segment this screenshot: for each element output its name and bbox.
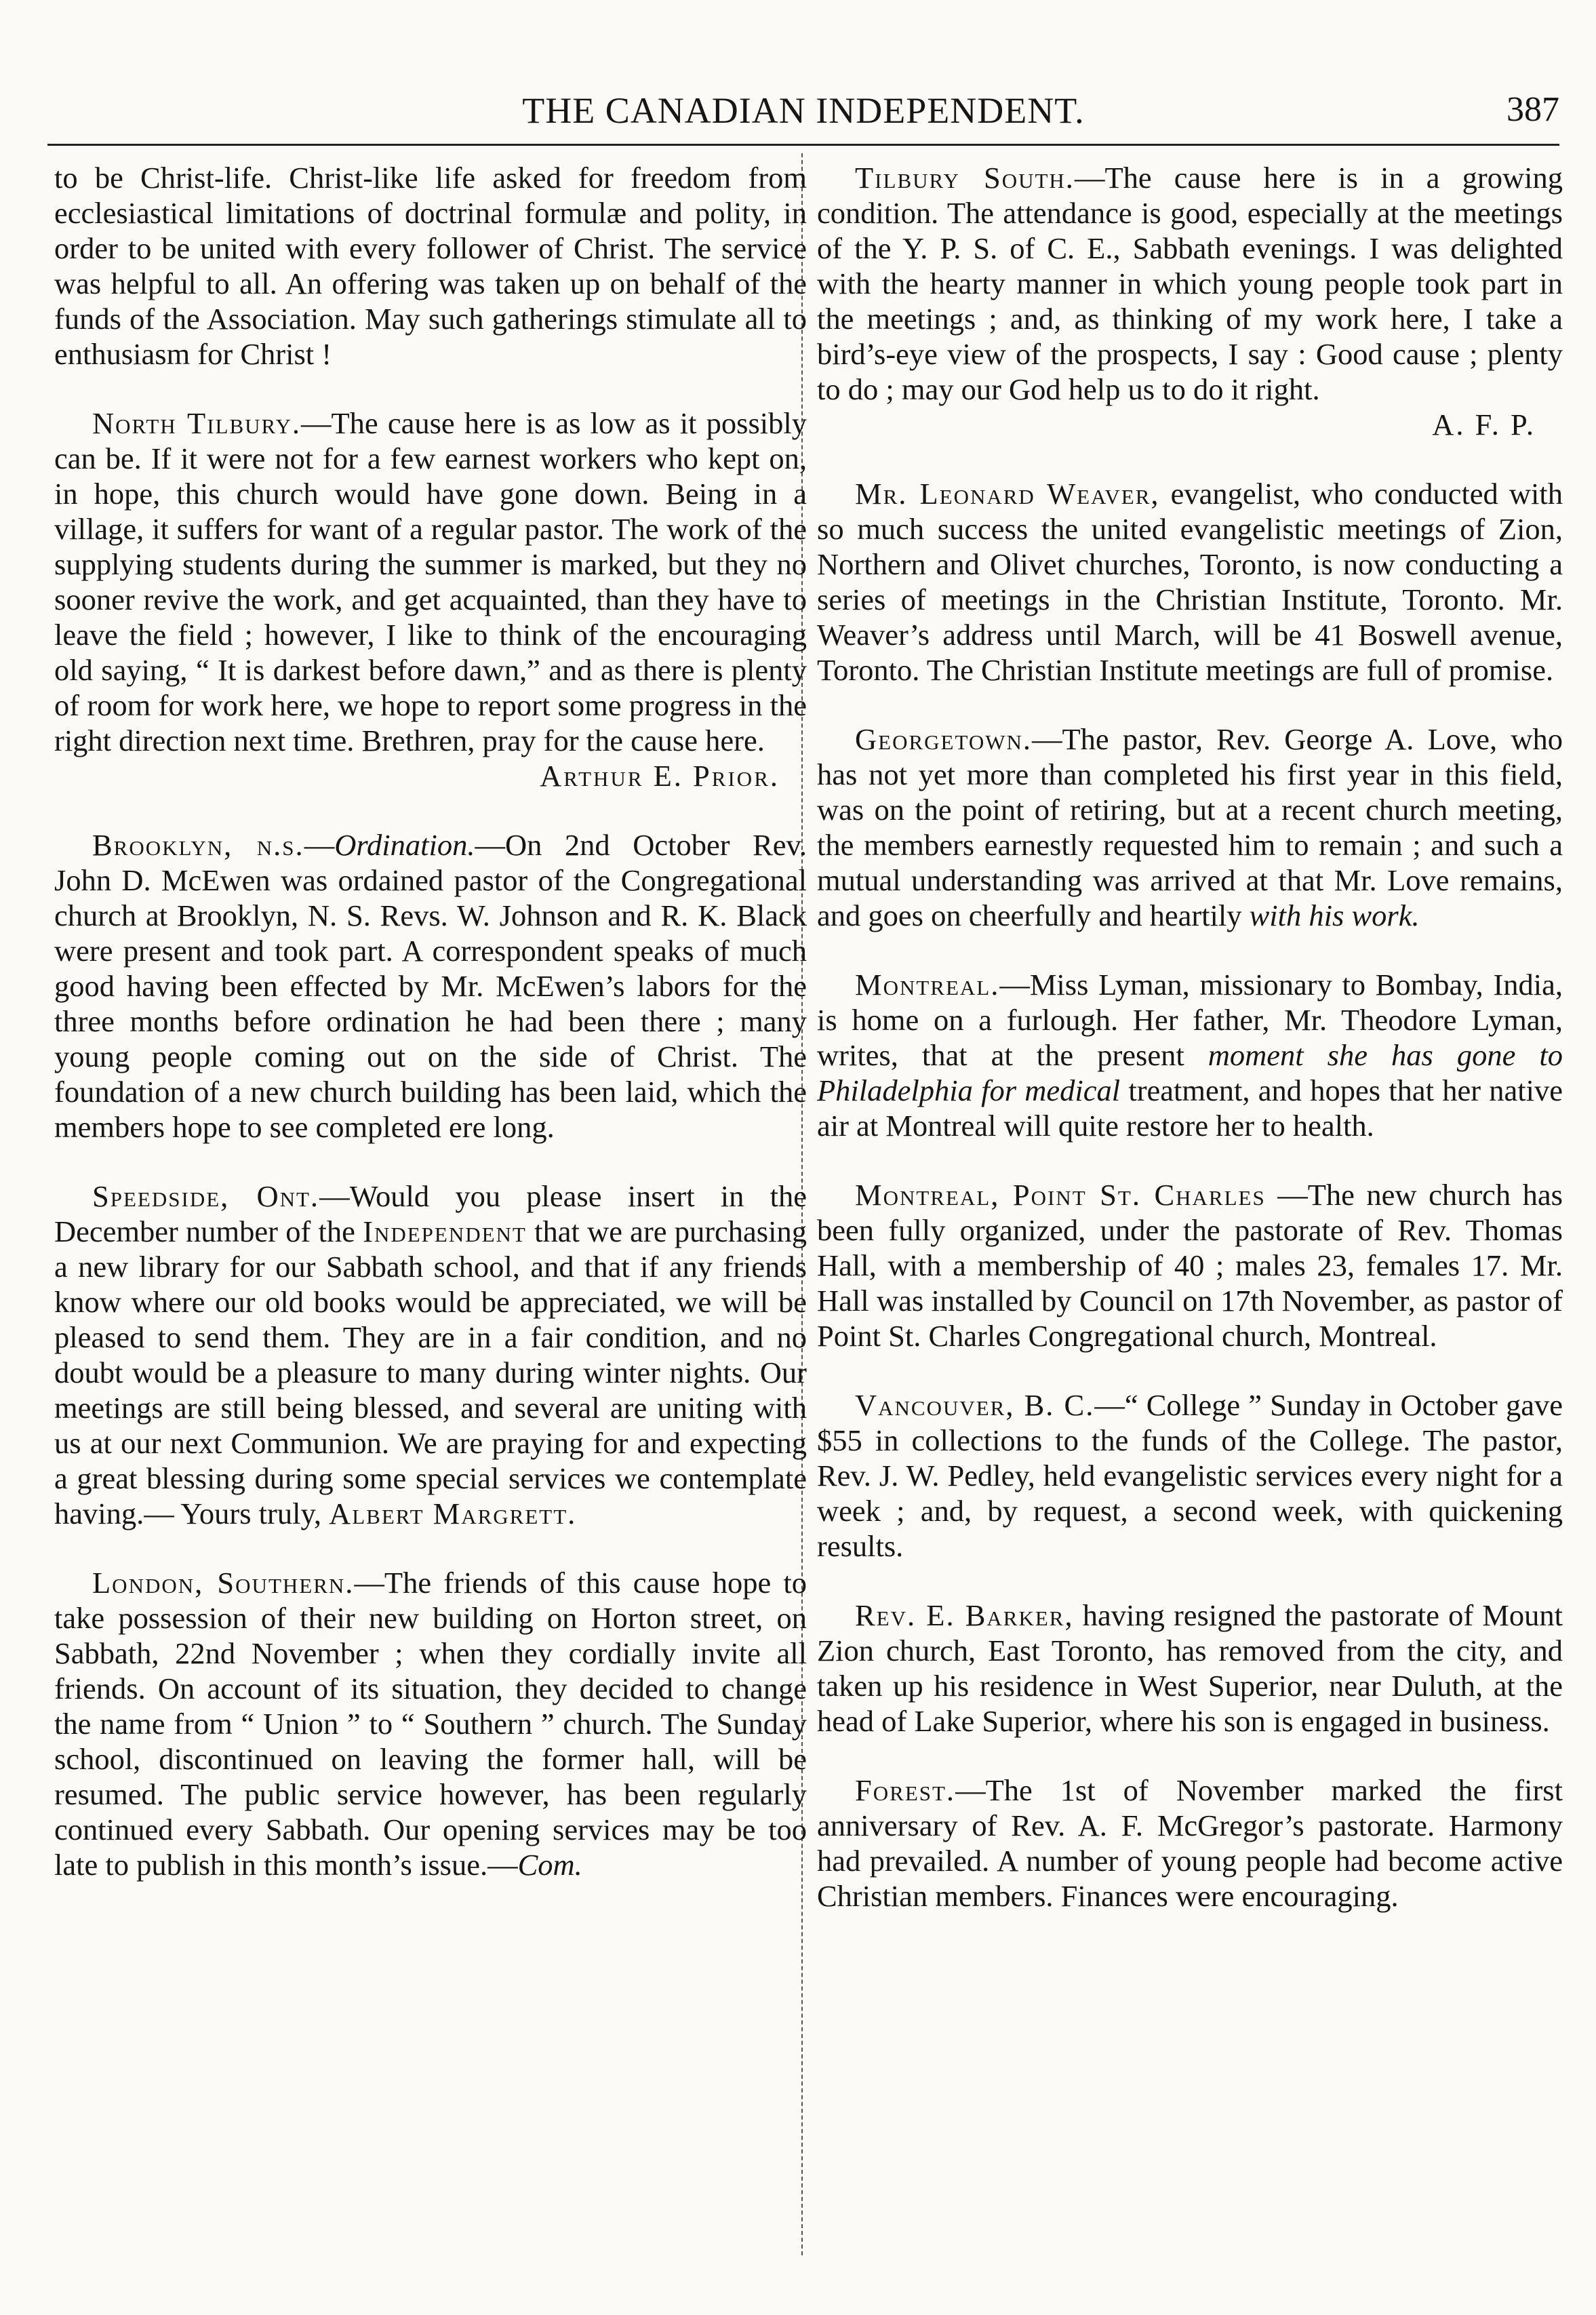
article-heading: North Tilbury. <box>92 406 301 440</box>
article-text: that we are purchasing a new library for our Sabbath school, and that if any friends know where our old books would be appreciated, we will be pleased to send them. They are in a fair condition, and no doubt would be a pleasure to many during winter nights. Our meetings are still being blessed, and several are uniting with us at our next Communion. We are praying for and expecting a great blessing during some special services we contemplate having.— Yours truly, <box>54 1214 807 1530</box>
article-subheading: Ordination. <box>334 828 475 862</box>
magazine-name: Independent <box>363 1214 527 1248</box>
article-montreal-point-st-charles <box>817 1177 1563 1353</box>
article-rev-barker <box>817 1598 1563 1739</box>
article-text: treatment, and hopes that her native air at Montreal will quite restore her to health. <box>817 1073 1563 1143</box>
article-text: having resigned the pastorate of Mount Zion church, East Toronto, has removed from the city, and taken up his residence in West Superior, near Duluth, at the head of Lake Superior, where his son is engaged in business. <box>817 1598 1563 1738</box>
article-text: to be Christ-life. Christ-like life asked for freedom from ecclesiastical limitations of doctrinal formulæ and polity, in order to be united with every follower of Christ. The service was helpful to all. An offering was taken up on behalf of the funds of the Association. May such gatherings stimulate all to enthusiasm for Christ ! <box>54 161 807 371</box>
article-north-tilbury <box>54 405 807 793</box>
article-heading: Montreal. <box>855 968 1000 1002</box>
article-text: —Miss Lyman, missionary to Bombay, India, is home on a furlough. Her father, Mr. Theodore Lyman, writes, that at the present <box>817 968 1563 1072</box>
article-heading: Brooklyn, n.s. <box>92 828 304 862</box>
article-text: —The friends of this cause hope to take possession of their new building on Horton street, on Sabbath, 22nd November ; when they cordially invite all friends. On account of its situation, they decided to change the name from “ Union ” to “ Southern ” church. The Sunday school, discontinued on leaving the former hall, will be resumed. The public service however, has been regularly continued every Sabbath. Our opening services may be too late to publish in this month’s issue.— <box>54 1566 807 1882</box>
article-heading: London, Southern. <box>92 1566 355 1600</box>
page-header <box>47 90 1559 144</box>
article-heading: Montreal, Point St. Charles <box>855 1178 1266 1212</box>
article-text: —On 2nd October Rev. John D. McEwen was ordained pastor of the Congregational church at Brooklyn, N. S. Revs. W. Johnson and R. K. Black were present and took part. A correspondent speaks of much good having been effected by Mr. McEwen’s labors for the three months before ordination he had been there ; many young people coming out on the side of Christ. The foundation of a new church building has been laid, which the members hope to see completed ere long. <box>54 828 807 1144</box>
article-text: —The pastor, Rev. George A. Love, who has not yet more than completed his first year in this field, was on the point of retiring, but at a recent church meeting, the members earnestly requested him to remain ; and such a mutual understanding was arrived at that Mr. Love remains, and goes on cheerfully and heartily <box>817 722 1563 932</box>
article-montreal <box>817 967 1563 1143</box>
article-signature: Com. <box>517 1848 582 1882</box>
article-signature: Albert Margrett. <box>329 1497 577 1530</box>
article-continued <box>54 160 807 372</box>
article-georgetown <box>817 721 1563 933</box>
page-number: 387 <box>1507 90 1559 129</box>
heading-dash: — <box>304 828 335 862</box>
article-heading: Forest. <box>855 1773 956 1807</box>
article-london-southern <box>54 1565 807 1882</box>
article-tilbury-south <box>817 160 1563 442</box>
article-text: —“ College ” Sunday in October gave $55 in collections to the funds of the College. The pastor, Rev. J. W. Pedley, held evangelistic services every night for a week ; and, by request, a second week, with quickening results. <box>817 1388 1563 1563</box>
article-text: —The new church has been fully organized, under the pastorate of Rev. Thomas Hall, with a membership of 40 ; males 23, females 17. Mr. Hall was installed by Council on 17th November, as pastor of Point St. Charles Congregational church, Montreal. <box>817 1178 1563 1353</box>
article-heading: Vancouver, B. C. <box>855 1388 1095 1422</box>
article-text: —Would you please insert in the December number of the <box>54 1179 807 1248</box>
article-forest <box>817 1773 1563 1914</box>
header-rule <box>47 144 1559 146</box>
article-text: —The 1st of November marked the first anniversary of Rev. A. F. McGregor’s pastorate. Harmony had prevailed. A number of young people had become active Christian members. Finances were encouraging. <box>817 1773 1563 1913</box>
article-vancouver <box>817 1387 1563 1564</box>
article-signature: Arthur E. Prior. <box>540 759 780 793</box>
article-heading: Rev. E. Barker, <box>855 1598 1074 1632</box>
article-text: —The cause here is in a growing condition. The attendance is good, especially at the meetings of the Y. P. S. of C. E., Sabbath evenings. I was delighted with the hearty manner in which young people took part in the meetings ; and, as thinking of my work here, I take a bird’s-eye view of the prospects, I say : Good cause ; plenty to do ; may our God help us to do it right. <box>817 161 1563 406</box>
article-leonard-weaver <box>817 476 1563 688</box>
article-text-italic: moment she has gone to Philadelphia for medical <box>817 1038 1563 1107</box>
left-column <box>54 160 807 2276</box>
article-heading: Tilbury South. <box>855 161 1075 195</box>
right-column <box>817 160 1563 2276</box>
article-brooklyn <box>54 827 807 1145</box>
article-heading: Mr. Leonard Weaver, <box>855 477 1160 511</box>
article-text-italic: with his work. <box>1249 898 1420 932</box>
article-text: —The cause here is as low as it possibly can be. If it were not for a few earnest workers who kept on, in hope, this church would have gone down. Being in a village, it suffers for want of a regular pastor. The work of the supplying students during the summer is marked, but they no sooner revive the work, and get acquainted, than they have to leave the field ; however, I like to think of the encouraging old saying, “ It is darkest before dawn,” and as there is plenty of room for work here, we hope to report some progress in the right direction next time. Brethren, pray for the cause here. <box>54 406 807 757</box>
article-heading: Speedside, Ont. <box>92 1179 320 1213</box>
article-text: evangelist, who conducted with so much success the united evangelistic meetings of Zion, Northern and Olivet churches, Toronto, is now conducting a series of meetings in the Christian Institute, Toronto. Mr. Weaver’s address until March, will be 41 Boswell avenue, Toronto. The Christian Institute meetings are full of promise. <box>817 477 1563 687</box>
journal-title: THE CANADIAN INDEPENDENT. <box>522 90 1085 131</box>
article-signature: A. F. P. <box>1432 408 1536 441</box>
article-heading: Georgetown. <box>855 722 1032 756</box>
article-speedside <box>54 1179 807 1531</box>
